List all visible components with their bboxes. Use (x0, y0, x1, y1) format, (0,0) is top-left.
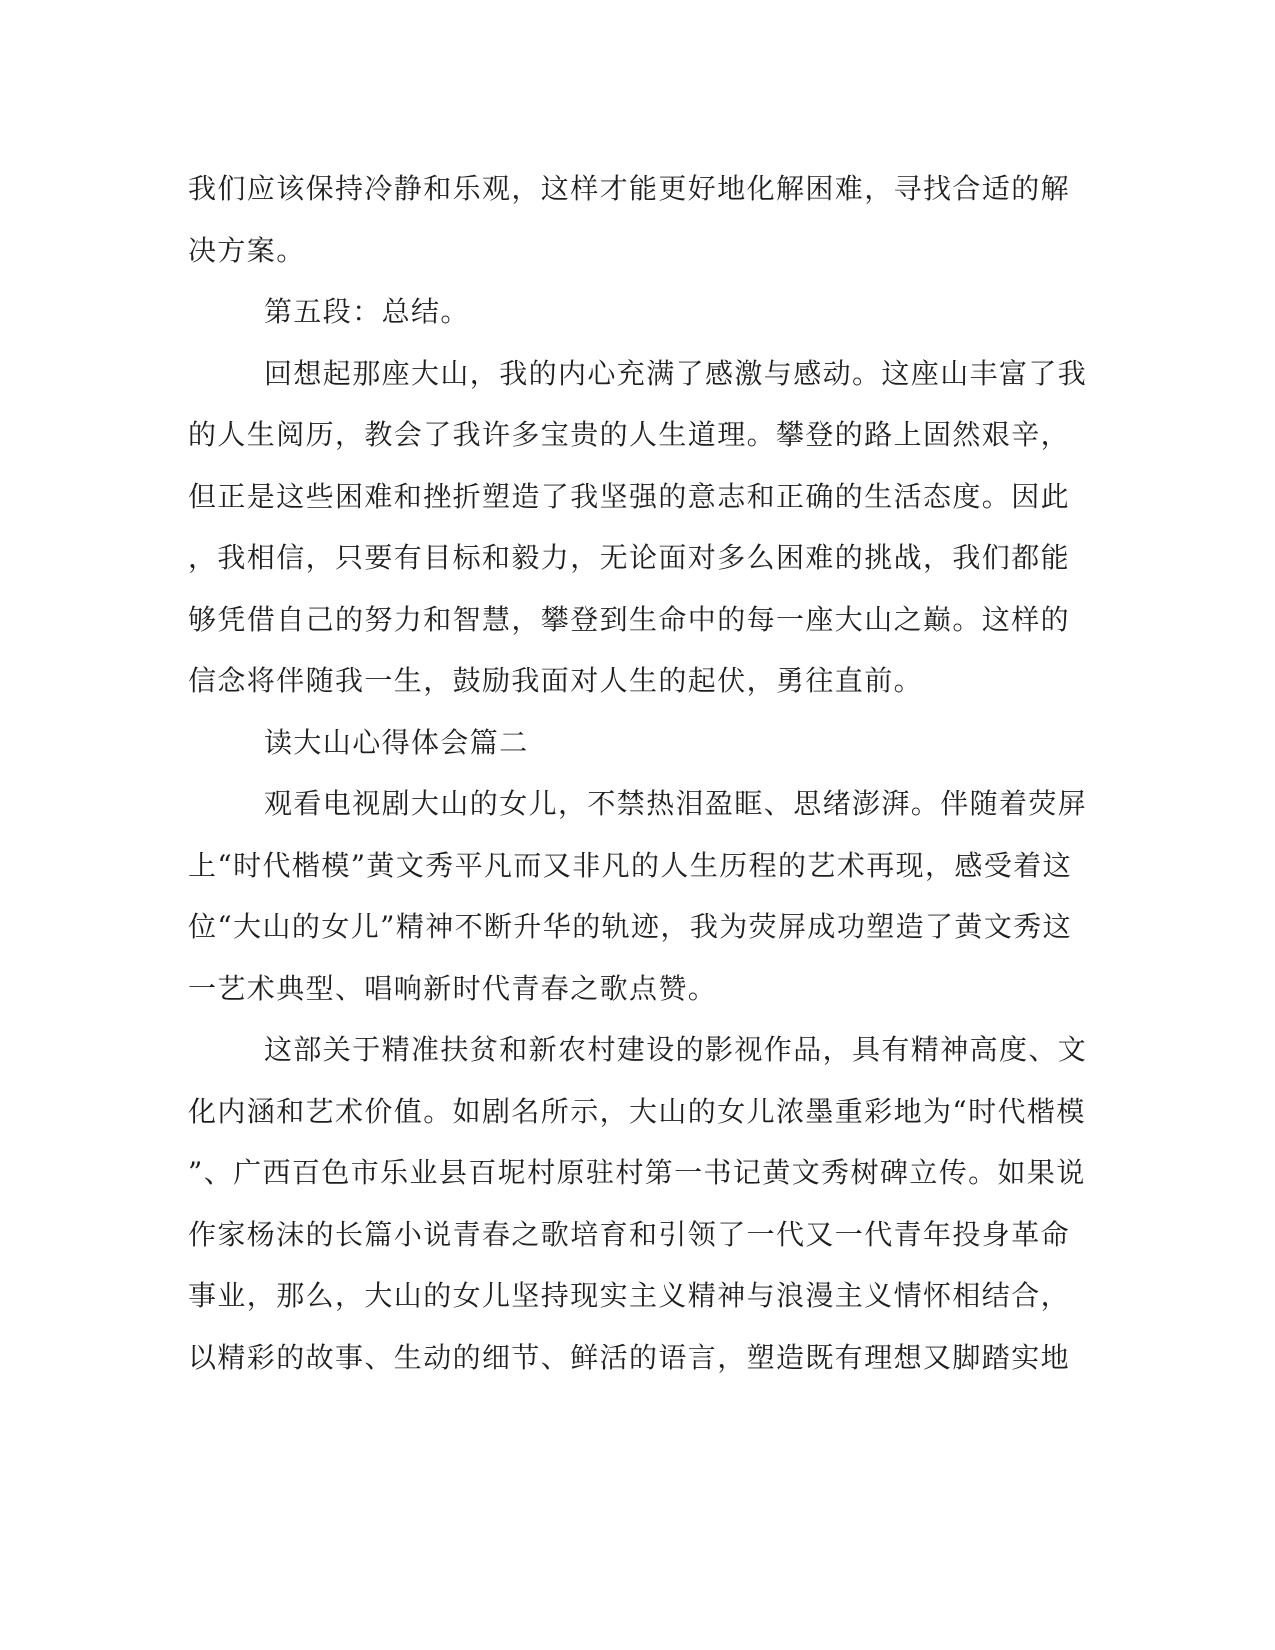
text-line: 决方案。 (188, 233, 306, 267)
text-line: 位“大山的女儿”精神不断升华的轨迹，我为荧屏成功塑造了黄文秀这 (188, 910, 1073, 943)
text-line: 一艺术典型、唱响新时代青春之歌点赞。 (188, 971, 718, 1005)
text-line: 的人生阅历，教会了我许多宝贵的人生道理。攀登的路上固然艰辛， (188, 418, 1071, 451)
text-line: 事业，那么，大山的女儿坚持现实主义精神与浪漫主义情怀相结合， (188, 1279, 1071, 1312)
text-line: 上“时代楷模”黄文秀平凡而又非凡的人生历程的艺术再现，感受着这 (188, 848, 1073, 882)
text-line: 够凭借自己的努力和智慧，攀登到生命中的每一座大山之巅。这样的 (188, 602, 1071, 636)
text-line: 以精彩的故事、生动的细节、鲜活的语言，塑造既有理想又脚踏实地 (188, 1340, 1071, 1374)
text-line: ，我相信，只要有目标和毅力，无论面对多么困难的挑战，我们都能 (188, 541, 1071, 574)
text-line: 化内涵和艺术价值。如剧名所示，大山的女儿浓墨重彩地为“时代楷模 (188, 1094, 1086, 1128)
article-title: 读大山心得体会篇二 (264, 725, 529, 759)
text-line: 观看电视剧大山的女儿，不禁热泪盈眶、思绪澎湃。伴随着荧屏 (264, 787, 1088, 820)
text-line: ”、广西百色市乐业县百坭村原驻村第一书记黄文秀树碑立传。如果说 (188, 1156, 1086, 1189)
text-line: 但正是这些困难和挫折塑造了我坚强的意志和正确的生活态度。因此 (188, 479, 1071, 513)
section-heading: 第五段：总结。 (264, 295, 470, 328)
text-line: 这部关于精准扶贫和新农村建设的影视作品，具有精神高度、文 (264, 1033, 1088, 1066)
text-line: 信念将伴随我一生，鼓励我面对人生的起伏，勇往直前。 (188, 664, 924, 697)
text-line: 我们应该保持冷静和乐观，这样才能更好地化解困难，寻找合适的解 (188, 172, 1071, 205)
document-body (188, 158, 1088, 1388)
text-line: 回想起那座大山，我的内心充满了感激与感动。这座山丰富了我 (264, 356, 1088, 390)
text-line: 作家杨沫的长篇小说青春之歌培育和引领了一代又一代青年投身革命 (188, 1217, 1071, 1251)
